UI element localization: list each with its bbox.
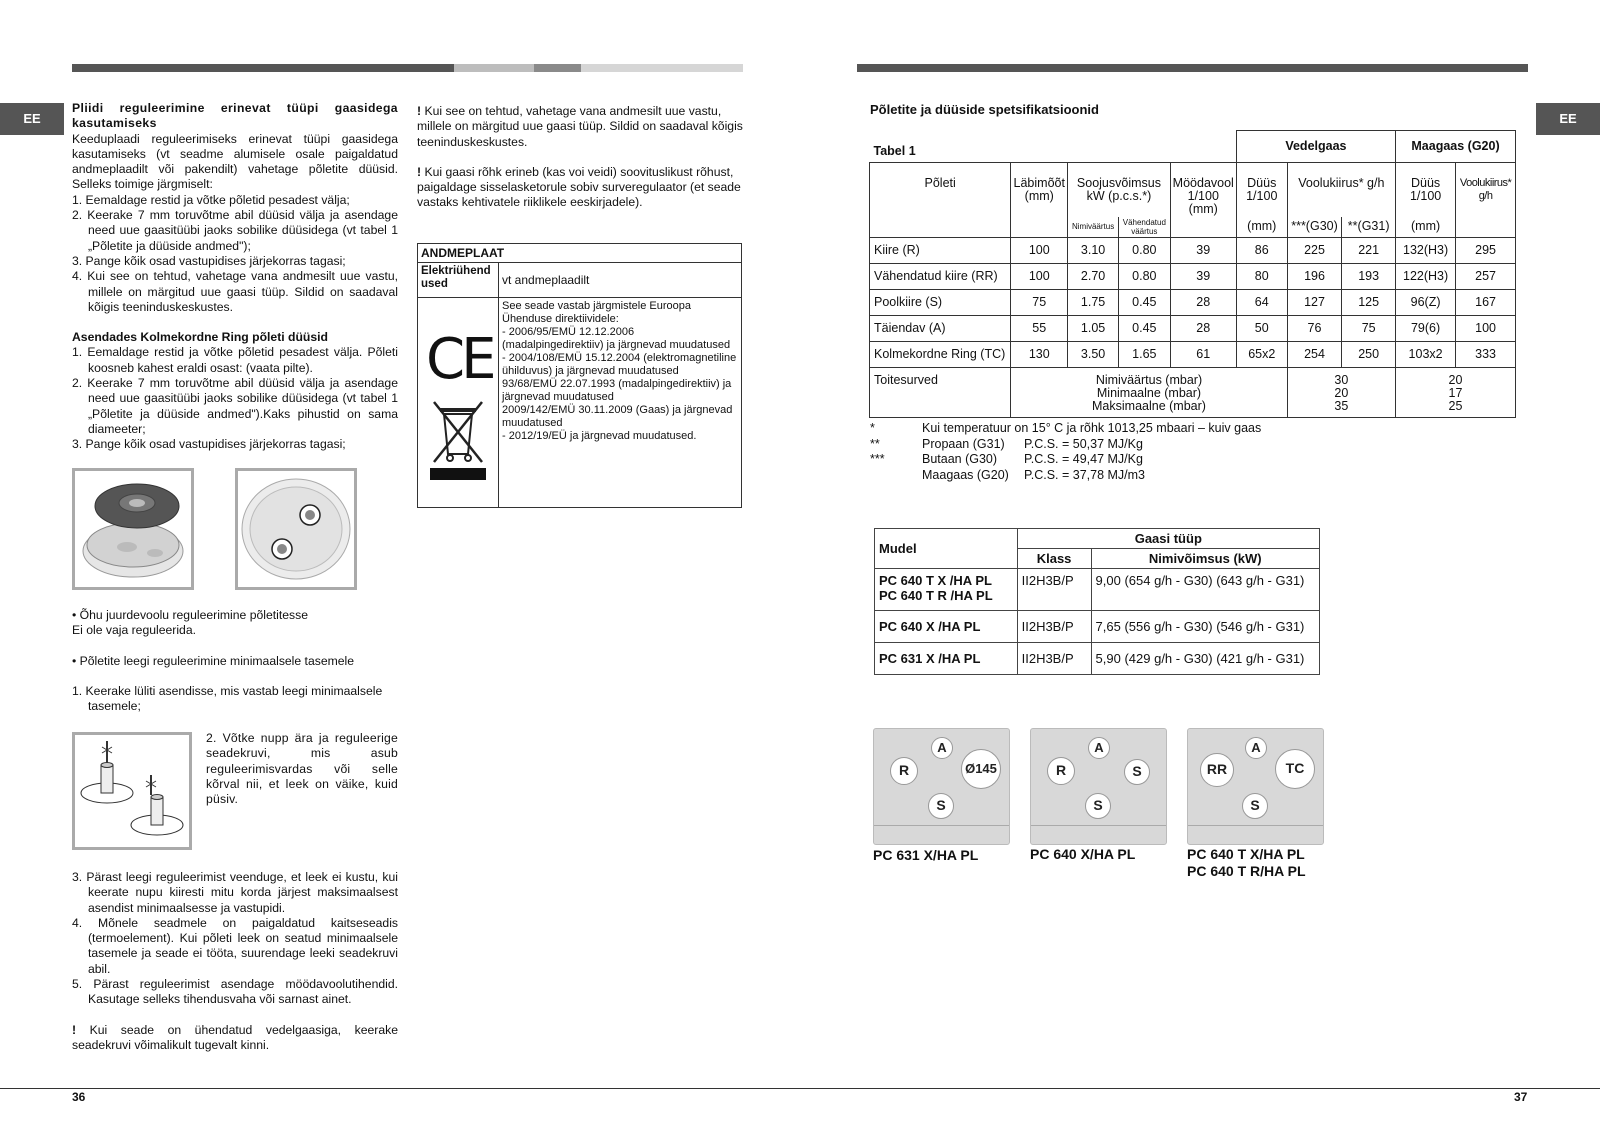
model-cell (875, 569, 1018, 611)
h-diam: Läbimõõt (mm) (1011, 163, 1068, 238)
cell: 28 (1170, 316, 1236, 342)
h-bypass: Möödavool 1/100 (mm) (1170, 163, 1236, 238)
flame-step-4: 4. Mõnele seadmele on paigaldatud kaitseseadis (termoelement). Kui põleti leek on seatud minimaalsele tasemele ja seade ei tööta, suurendage leeki seadekruvi abil. (72, 915, 398, 976)
footnote-mark: *** (870, 452, 885, 466)
burner-tc: Ø145 (961, 749, 1001, 789)
warning-mark: ! (72, 1022, 90, 1037)
burner-base-figure (235, 468, 357, 590)
h-mm-ng: (mm) (1395, 217, 1455, 238)
pressure-row (870, 368, 1516, 418)
cell: 39 (1170, 238, 1236, 264)
flame-step-3: 3. Pärast leegi reguleerimist veenduge, et leek ei kustu, kui keerate nupu kiiresti mitu korda järjest maksimaalsest asendist minimaalsesse ja vastupidi. (72, 870, 398, 915)
section-title-triple-ring: Asendades Kolmekordne Ring põleti düüsid (72, 330, 328, 345)
footnote-0 (870, 421, 1510, 437)
flame-bullet: • Põletite leegi reguleerimine minimaalsele tasemele (72, 653, 355, 668)
page-number-right: 37 (1514, 1090, 1528, 1104)
rating-plate-header: ANDMEPLAAT (418, 244, 742, 263)
cell: 225 (1287, 238, 1342, 264)
header-bar-left-end (581, 64, 743, 72)
cell: 50 (1236, 316, 1287, 342)
power-cell: 5,90 (429 g/h - G30) (421 g/h - G31) (1091, 643, 1319, 675)
h-nozzle-ng: Düüs 1/100 (1395, 163, 1455, 217)
ce-mark: CE (426, 327, 493, 392)
footnote-text: Butaan (G30) (922, 452, 998, 466)
cell: 1.05 (1068, 316, 1119, 342)
cell: 295 (1456, 238, 1516, 264)
cell: 2.70 (1068, 264, 1119, 290)
model-name: PC 640 X /HA PL (875, 611, 1018, 643)
header-bar-left-mid (534, 64, 581, 72)
h-mm: (mm) (1236, 217, 1287, 238)
burner-a: A (1245, 737, 1267, 759)
table-caption: Tabel 1 (873, 144, 916, 158)
adjust-screw-figure (72, 732, 192, 850)
cell: 3.50 (1068, 342, 1119, 368)
power-cell: 7,65 (556 g/h - G30) (546 g/h - G31) (1091, 611, 1319, 643)
h-flow-ng: Voolukiirus* g/h (1456, 163, 1516, 238)
table-row (870, 342, 1516, 368)
model-name: PC 640 T R /HA PL (879, 588, 993, 603)
h-nozzle: Düüs 1/100 (1236, 163, 1287, 217)
spec-title: Põletite ja düüside spetsifikatsioonid (870, 102, 1099, 117)
row-name: Poolkiire (S) (870, 290, 1011, 316)
table-row (875, 611, 1320, 643)
cell: 64 (1236, 290, 1287, 316)
group-lpg: Vedelgaas (1236, 131, 1395, 163)
directive-3: 93/68/EMÜ 22.07.1993 (madalpingedirektiiv) ja järgnevad muudatused (502, 378, 732, 403)
warning-mark-1: ! (417, 104, 425, 118)
page-number-left: 36 (72, 1090, 86, 1104)
power-cell: 9,00 (654 g/h - G30) (643 g/h - G31) (1091, 569, 1319, 611)
header-bar-left-dark (72, 64, 454, 72)
burner-s: S (928, 793, 954, 819)
tc-step-1: 1. Eemaldage restid ja võtke põletid pesadest välja. Põleti koosneb kahest eraldi osast: (vaata pilte). (72, 345, 398, 375)
tc-step-2: 2. Keerake 7 mm toruvõtme abil düüsid välja ja asendage need uue gaasitüübi jaoks sobilike düüsidega (vt tabel 1 „Põletite ja düüside andmed").Kaks pihustid on sama diameeter; (72, 376, 398, 436)
elec-label: Elektriühend used (418, 263, 499, 298)
row-name: Kolmekordne Ring (TC) (870, 342, 1011, 368)
cell: 193 (1342, 264, 1396, 290)
cell: 65x2 (1236, 342, 1287, 368)
model-table (874, 528, 1320, 675)
cell: 76 (1287, 316, 1342, 342)
step-3: 3. Pange kõik osad vastupidises järjekorras tagasi; (72, 253, 346, 268)
cell: 250 (1342, 342, 1396, 368)
air-bullet: • Õhu juurdevoolu reguleerimine põletitesse (72, 608, 308, 622)
cell: 100 (1011, 264, 1068, 290)
rating-plate-table (417, 243, 742, 508)
marks-cell (418, 298, 499, 508)
cell: 1.75 (1068, 290, 1119, 316)
cell: 100 (1011, 238, 1068, 264)
pressure-name-2: Maksimaalne (mbar) (1092, 399, 1206, 413)
header-bar-left-light (454, 64, 534, 72)
flame-step-5: 5. Pärast reguleerimist asendage möödavoolutihendid. Kasutage selleks tihendusvaha või sarnast ainet. (72, 977, 398, 1007)
cell: 96(Z) (1395, 290, 1455, 316)
pressure-label: Toitesurved (870, 368, 1011, 418)
burner-r: R (1047, 757, 1075, 785)
left-column-lower (72, 608, 402, 714)
cell: 0.80 (1118, 238, 1170, 264)
cell: 0.80 (1118, 264, 1170, 290)
cell: 86 (1236, 238, 1287, 264)
directive-4: 2009/142/EMÜ 30.11.2009 (Gaas) ja järgnevad muudatused (502, 404, 733, 429)
h-flow: Voolukiirus* g/h (1287, 163, 1395, 217)
model-name: PC 640 T X /HA PL (879, 573, 992, 588)
section-title-gas-adjust: Pliidi reguleerimine erinevat tüüpi gaasidega kasutamiseks (72, 101, 398, 131)
directive-1: - 2006/95/EMÜ 12.12.2006 (madalpingedirektiiv) ja järgnevad muudatused (502, 326, 731, 351)
table-row (875, 643, 1320, 675)
pressure-ng-1: 17 (1448, 386, 1463, 400)
cell: 167 (1456, 290, 1516, 316)
tc-step-3: 3. Pange kõik osad vastupidises järjekorras tagasi; (72, 437, 346, 452)
left-column-second (417, 104, 743, 211)
footnote-mark (870, 468, 922, 484)
footnote-mark: * (870, 421, 875, 435)
hob-caption-3a: PC 640 T X/HA PL (1187, 846, 1305, 862)
directive-2: - 2004/108/EMÜ 15.12.2004 (elektromagnetiline ühilduvus) ja järgnevad muudatused (502, 352, 737, 377)
burner-s: S (1242, 793, 1268, 819)
cell: 122(H3) (1395, 264, 1455, 290)
burner-spec-table (869, 130, 1516, 418)
cell: 127 (1287, 290, 1342, 316)
burner-r: R (890, 757, 918, 785)
burner-a: A (1088, 737, 1110, 759)
burner-rr: RR (1200, 753, 1234, 787)
footnote-text: Kui temperatuur on 15° C ja rõhk 1013,25 mbaari – kuiv gaas (922, 421, 1262, 435)
header-bar-right (857, 64, 1528, 72)
table-row (870, 264, 1516, 290)
model-name: PC 631 X /HA PL (875, 643, 1018, 675)
hob-caption-3b: PC 640 T R/HA PL (1187, 863, 1306, 879)
table-row (870, 238, 1516, 264)
pressure-lpg-0: 30 (1334, 373, 1349, 387)
h-red: Vähendatud väärtus (1118, 217, 1170, 238)
class-cell: II2H3B/P (1017, 643, 1091, 675)
directives-cell (499, 298, 742, 508)
pressure-lpg-1: 20 (1334, 386, 1349, 400)
cell: 80 (1236, 264, 1287, 290)
h-nominal-power: Nimivõimsus (kW) (1091, 549, 1319, 569)
h-power: Soojusvõimsus kW (p.c.s.*) (1068, 163, 1170, 217)
h-g31: **(G31) (1342, 217, 1396, 238)
footnote-3 (870, 468, 1510, 484)
footnote-2 (870, 452, 1510, 468)
warn-plate (417, 104, 743, 150)
footnote-text: Maagaas (G20) (922, 467, 1009, 482)
section-intro: Keeduplaadi reguleerimiseks erinevat tüüpi gaasidega kasutamiseks (vt seadme alumisele osale paigaldatud andmeplaadilt või pakendilt) vahetage põletite düüsid. Selleks toimige järgmiselt: (72, 131, 398, 192)
cell: 130 (1011, 342, 1068, 368)
cell: 103x2 (1395, 342, 1455, 368)
footnote-value: P.C.S. = 49,47 MJ/Kg (1024, 452, 1143, 466)
cell: 1.65 (1118, 342, 1170, 368)
burner-a: A (931, 737, 953, 759)
pressure-name-0: Nimiväärtus (mbar) (1095, 373, 1203, 387)
table-row (870, 316, 1516, 342)
left-column-upper (72, 101, 398, 453)
pressure-name-1: Minimaalne (mbar) (1096, 386, 1202, 400)
directive-5: - 2012/19/EÜ ja järgnevad muudatused. (502, 430, 697, 442)
flame-step-2-block (206, 731, 398, 807)
footnote-1 (870, 437, 1510, 453)
footnote-mark: ** (870, 436, 880, 451)
footnote-value: P.C.S. = 37,78 MJ/m3 (1024, 467, 1146, 482)
cell: 55 (1011, 316, 1068, 342)
flame-step-2: 2. Võtke nupp ära ja reguleerige seadekruvi, mis asub reguleerimisvardas või selle kõrval nii, et leek on väike, kuid püsiv. (206, 731, 398, 807)
cell: 79(6) (1395, 316, 1455, 342)
pressure-ng-0: 20 (1448, 373, 1463, 387)
footnote-value: P.C.S. = 50,37 MJ/Kg (1024, 436, 1143, 451)
warning-mark-2: ! (417, 164, 425, 179)
cell: 254 (1287, 342, 1342, 368)
weee-bin-icon (428, 398, 488, 482)
row-name: Vähendatud kiire (RR) (870, 264, 1011, 290)
hob-caption-2: PC 640 X/HA PL (1030, 846, 1136, 862)
cell: 257 (1456, 264, 1516, 290)
class-cell: II2H3B/P (1017, 569, 1091, 611)
burner-s: S (1085, 793, 1111, 819)
warn-pressure (417, 165, 743, 211)
cell: 100 (1456, 316, 1516, 342)
row-name: Kiire (R) (870, 238, 1011, 264)
cell: 125 (1342, 290, 1396, 316)
footnotes (870, 421, 1510, 483)
footer-rule (0, 1088, 1600, 1089)
cell: 221 (1342, 238, 1396, 264)
directive-0: See seade vastab järgmistele Euroopa Ühenduse direktiividele: (502, 300, 691, 325)
h-nom: Nimiväärtus (1068, 217, 1119, 238)
hob-caption-1: PC 631 X/HA PL (873, 847, 979, 863)
knob-strip (1031, 825, 1166, 845)
group-ng: Maagaas (G20) (1395, 131, 1515, 163)
h-burner: Põleti (870, 163, 1011, 238)
knob-strip (1188, 825, 1323, 845)
language-tab-left: EE (0, 103, 64, 135)
h-model: Mudel (875, 529, 1018, 569)
burner-tc: TC (1275, 749, 1315, 789)
cell: 3.10 (1068, 238, 1119, 264)
cell: 0.45 (1118, 316, 1170, 342)
row-name: Täiendav (A) (870, 316, 1011, 342)
pressure-lpg-2: 35 (1334, 399, 1349, 413)
cell: 28 (1170, 290, 1236, 316)
burner-parts-figure (72, 468, 194, 590)
language-tab-right: EE (1536, 103, 1600, 135)
h-gas-type: Gaasi tüüp (1017, 529, 1319, 549)
hob-caption-3 (1187, 846, 1306, 880)
flame-step-1: 1. Keerake lüliti asendisse, mis vastab leegi minimaalsele tasemele; (72, 683, 383, 714)
pressure-names (1011, 368, 1287, 418)
lpg-warning-text: Kui seade on ühendatud vedelgaasiga, keerake seadekruvi võimalikult tugevalt kinni. (72, 1022, 398, 1052)
cell: 132(H3) (1395, 238, 1455, 264)
hob-diagram-2 (1030, 728, 1167, 845)
pressure-ng-2: 25 (1448, 399, 1463, 413)
left-column-bottom (72, 870, 398, 1053)
cell: 61 (1170, 342, 1236, 368)
table-row (875, 569, 1320, 611)
table-row (870, 290, 1516, 316)
step-4: 4. Kui see on tehtud, vahetage vana andmesilt uue vastu, millele on märgitud uue gaasi tüüp. Sildid on saadaval kõigis teeninduskeskustes. (72, 269, 398, 314)
lpg-warning (72, 1023, 398, 1054)
footnote-text: Propaan (G31) (922, 436, 1005, 451)
cell: 333 (1456, 342, 1516, 368)
air-text: Ei ole vaja reguleerida. (72, 623, 196, 638)
h-class: Klass (1017, 549, 1091, 569)
cell: 39 (1170, 264, 1236, 290)
warn-plate-text: Kui see on tehtud, vahetage vana andmesilt uue vastu, millele on märgitud uue gaasi tüüp. Sildid on saadaval kõigis teeninduskeskustes. (417, 104, 743, 149)
h-g30: ***(G30) (1287, 217, 1342, 238)
cell: 196 (1287, 264, 1342, 290)
cell: 75 (1011, 290, 1068, 316)
warn-pressure-text: Kui gaasi rõhk erineb (kas voi veidi) soovituslikust rõhust, paigaldage sisselasketorule sobiv surveregulaator (et seade vastaks kehtivatele riiklikele eeskirjadele). (417, 164, 741, 210)
step-1: 1. Eemaldage restid ja võtke põletid pesadest välja; (72, 192, 350, 207)
pressure-lpg (1287, 368, 1395, 418)
cell: 75 (1342, 316, 1396, 342)
hob-diagram-1 (873, 728, 1010, 845)
pressure-ng (1395, 368, 1515, 418)
knob-strip (874, 825, 1009, 845)
cell: 0.45 (1118, 290, 1170, 316)
class-cell: II2H3B/P (1017, 611, 1091, 643)
step-2: 2. Keerake 7 mm toruvõtme abil düüsid välja ja asendage need uue gaasitüübi jaoks sobilike düüsidega (vt tabel 1 „Põletite ja düüside andmed"); (72, 208, 398, 253)
hob-diagram-3 (1187, 728, 1324, 845)
elec-value: vt andmeplaadilt (499, 263, 742, 298)
burner-s-right: S (1124, 759, 1150, 785)
